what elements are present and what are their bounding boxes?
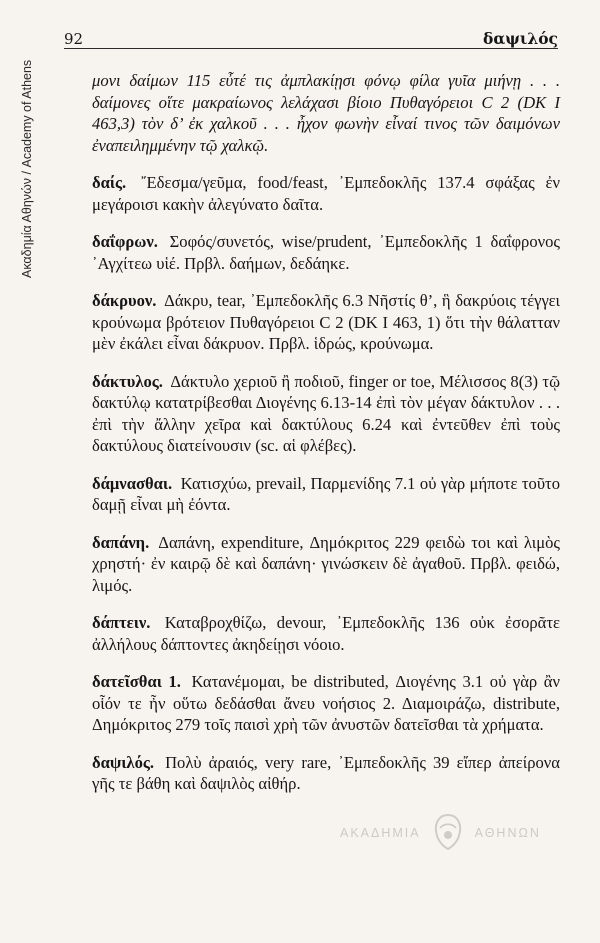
entry-lemma: δάκτυλος. bbox=[92, 371, 163, 391]
running-headword: δαψιλός bbox=[482, 29, 558, 48]
dictionary-entry bbox=[92, 532, 560, 597]
dictionary-entry bbox=[92, 371, 560, 457]
entry-body: Κατανέμομαι, be distributed, Διογένης 3.1 οὐ γὰρ ἂν οἷόν τε ἦν οὕτω δεδάσθαι ἄνευ νοήσιος 2. Διαμοιράζω, distribute, Δημόκριτος 279 τοῖς παισὶ χρὴ τῶν ἀνυστῶν δατεῖσθαι τὰ χρήματα. bbox=[92, 672, 560, 734]
entry-body: Κατισχύω, prevail, Παρμενίδης 7.1 οὐ γὰρ μήποτε τοῦτο δαμῇ εἶναι μὴ ἐόντα. bbox=[92, 473, 560, 514]
watermark-left-text: ΑΚΑΔΗΜΙΑ bbox=[340, 826, 421, 840]
entry-body: Δάκρυ, tear, ᾿Εμπεδοκλῆς 6.3 Νῆστίς θ’, ἣ δακρύοις τέγγει κρούνωμα βρότειον Πυθαγόρειοι C 2 (DK I 463, 1) ὅτι τὴν θάλατταν μὲν ἐκάλει εἶναι δάκρυον. Πρβλ. ἱδρώς, κρούνωμα. bbox=[92, 291, 560, 353]
entry-body: Καταβροχθίζω, devour, ᾿Εμπεδοκλῆς 136 οὐκ ἐσορᾶτε ἀλλήλους δάπτοντες ἀκηδείῃσι νόοιο. bbox=[92, 613, 560, 654]
entry-continuation: μονι δαίμων 115 εὖτέ τις ἀμπλακίῃσι φόνῳ φίλα γυῖα μιήνῃ . . . δαίμονες οἵτε μακραίωνος λελάχασι βίοιο Πυθαγόρειοι C 2 (DK I 463,3) τὸν δ’ ἐκ χαλκοῦ . . . ἦχον φωνὴν εἶναί τινος τῶν δαιμόνων ἐναπειλημμένην τῷ χαλκῷ. bbox=[92, 71, 560, 155]
entry-lemma: δάμνασθαι. bbox=[92, 473, 173, 493]
archive-side-label: Ακαδημία Αθηνών / Academy of Athens bbox=[20, 59, 34, 278]
academy-watermark bbox=[340, 810, 570, 856]
athena-head-icon bbox=[431, 813, 465, 853]
dictionary-entry bbox=[92, 752, 560, 795]
dictionary-entry bbox=[92, 612, 560, 655]
entry-body: Δαπάνη, expenditure, Δημόκριτος 229 φειδὼ τοι καὶ λιμὸς χρηστή· ἐν καιρῷ δὲ καὶ δαπάνη· γινώσκειν δὲ ἀγαθοῦ. Πρβλ. φειδώ, λιμός. bbox=[92, 532, 561, 595]
entry-lemma: δαπάνη. bbox=[92, 532, 150, 552]
entry-body: Πολὺ ἀραιός, very rare, ᾿Εμπεδοκλῆς 39 εἴπερ ἀπείρονα γῆς τε βάθη καὶ δαψιλὸς αἰθήρ. bbox=[92, 752, 560, 793]
dictionary-entry bbox=[92, 290, 560, 355]
entry-lemma: δαΐφρων. bbox=[92, 232, 158, 251]
dictionary-entry bbox=[92, 473, 560, 516]
entry-lemma: δατεῖσθαι 1. bbox=[92, 672, 181, 691]
entry-body: Σοφός/συνετός, wise/prudent, ᾿Εμπεδοκλῆς 1 δαΐφρονος ᾿Αγχίτεω υἱέ. Πρβλ. δαήμων, δεδάηκε. bbox=[92, 232, 561, 273]
entry-lemma: δαίς. bbox=[92, 173, 127, 192]
watermark-right-text: ΑΘΗΝΩΝ bbox=[474, 826, 541, 840]
entry-body: ῎Εδεσμα/γεῦμα, food/feast, ᾿Εμπεδοκλῆς 137.4 σφάξας ἐν μεγάροισι κακὴν ἀλεγύνατο δαῖτα. bbox=[92, 173, 560, 214]
entry-lemma: δάπτειν. bbox=[92, 613, 151, 632]
page-header bbox=[64, 26, 558, 49]
dictionary-content bbox=[92, 70, 560, 811]
dictionary-entry bbox=[92, 172, 560, 215]
entry-lemma: δαψιλός. bbox=[92, 752, 155, 772]
dictionary-entry bbox=[92, 671, 560, 736]
page-number: 92 bbox=[64, 30, 84, 48]
dictionary-entry bbox=[92, 231, 560, 274]
entry-body: Δάκτυλο χεριοῦ ἢ ποδιοῦ, finger or toe, Μέλισσος 8(3) τῷ δακτύλῳ κατατρίβεσθαι Διογένης 6.13-14 ἐπὶ τὸν μέγαν δάκτυλον . . . ἐπὶ τὴν ἄλλην χεῖρα καὶ δακτύλους 6.24 καὶ ἐντεῦθεν ἐπὶ τοὺς δακτύλους διατείνουσιν (sc. αἱ φλέβες). bbox=[92, 371, 560, 455]
entry-lemma: δάκρυον. bbox=[92, 291, 157, 310]
